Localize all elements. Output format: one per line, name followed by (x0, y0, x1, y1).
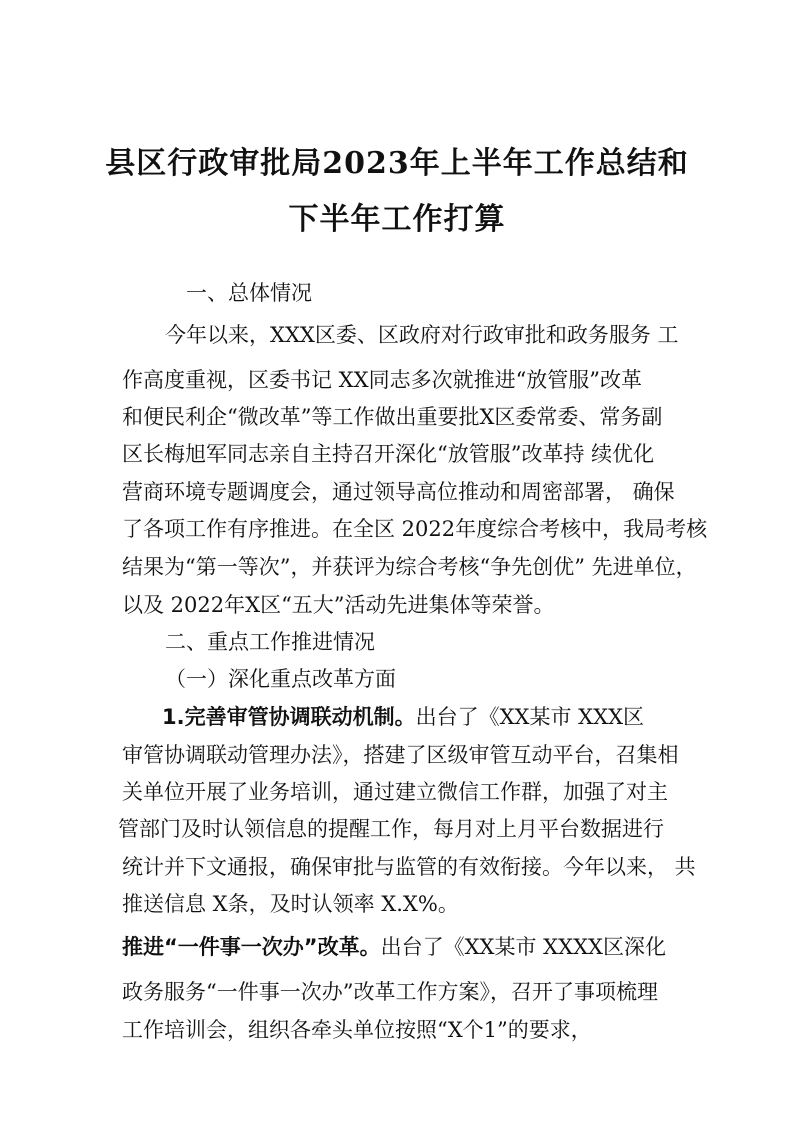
body-line: 和便民利企“微改革”等工作做出重要批X区委常委、常务副 (122, 405, 663, 429)
body-line: 营商环境专题调度会，通过领导高位推动和周密部署， 确保 (122, 480, 675, 504)
body-line: 管部门及时认领信息的提醒工作，每月对上月平台数据进行 (118, 817, 664, 841)
body-line: 今年以来，XXX区委、区政府对行政审批和政务服务 工 (165, 323, 679, 347)
body-line: 结果为“第一等次”，并获评为综合考核“争先创优” 先进单位， (122, 555, 697, 579)
body-line: 关单位开展了业务培训，通过建立微信工作群，加强了对主 (122, 780, 668, 804)
body-line: 推送信息 X条，及时认领率 X.X%。 (122, 892, 459, 916)
body-line: 以及 2022年X区“五大”活动先进集体等荣誉。 (122, 593, 555, 617)
subsection-heading-reform: （一）深化重点改革方面 (165, 667, 396, 691)
paragraph-1-lead: 1.完善审管协调联动机制。 (162, 705, 416, 729)
paragraph-2-lead-rest: 出台了《XX某市 XXXX区深化 (380, 935, 666, 959)
paragraph-2-first-line (122, 934, 666, 960)
section-heading-overview: 一、总体情况 (186, 281, 312, 305)
document-title-line-1: 县区行政审批局2023年上半年工作总结和 (105, 146, 689, 181)
body-line: 审管协调联动管理办法》，搭建了区级审管互动平台，召集相 (122, 743, 679, 767)
paragraph-1-first-line (162, 704, 644, 730)
body-line: 统计并下文通报，确保审批与监管的有效衔接。今年以来， 共 (122, 855, 696, 879)
body-line: 作高度重视，区委书记 XX同志多次就推进“放管服”改革 (122, 368, 643, 392)
body-line: 政务服务“一件事一次办”改革工作方案》，召开了事项梳理 (122, 980, 658, 1004)
paragraph-2-lead: 推进“一件事一次办”改革。 (122, 935, 381, 959)
body-line: 工作培训会，组织各牵头单位按照“X个1”的要求， (122, 1018, 592, 1042)
paragraph-1-lead-rest: 出台了《XX某市 XXX区 (415, 705, 645, 729)
section-heading-key-work: 二、重点工作推进情况 (165, 630, 375, 654)
body-line: 了各项工作有序推进。在全区 2022年度综合考核中，我局考核 (122, 517, 708, 541)
body-line: 区长梅旭军同志亲自主持召开深化“放管服”改革持 续优化 (122, 442, 655, 466)
document-title-line-2: 下半年工作打算 (288, 202, 506, 237)
